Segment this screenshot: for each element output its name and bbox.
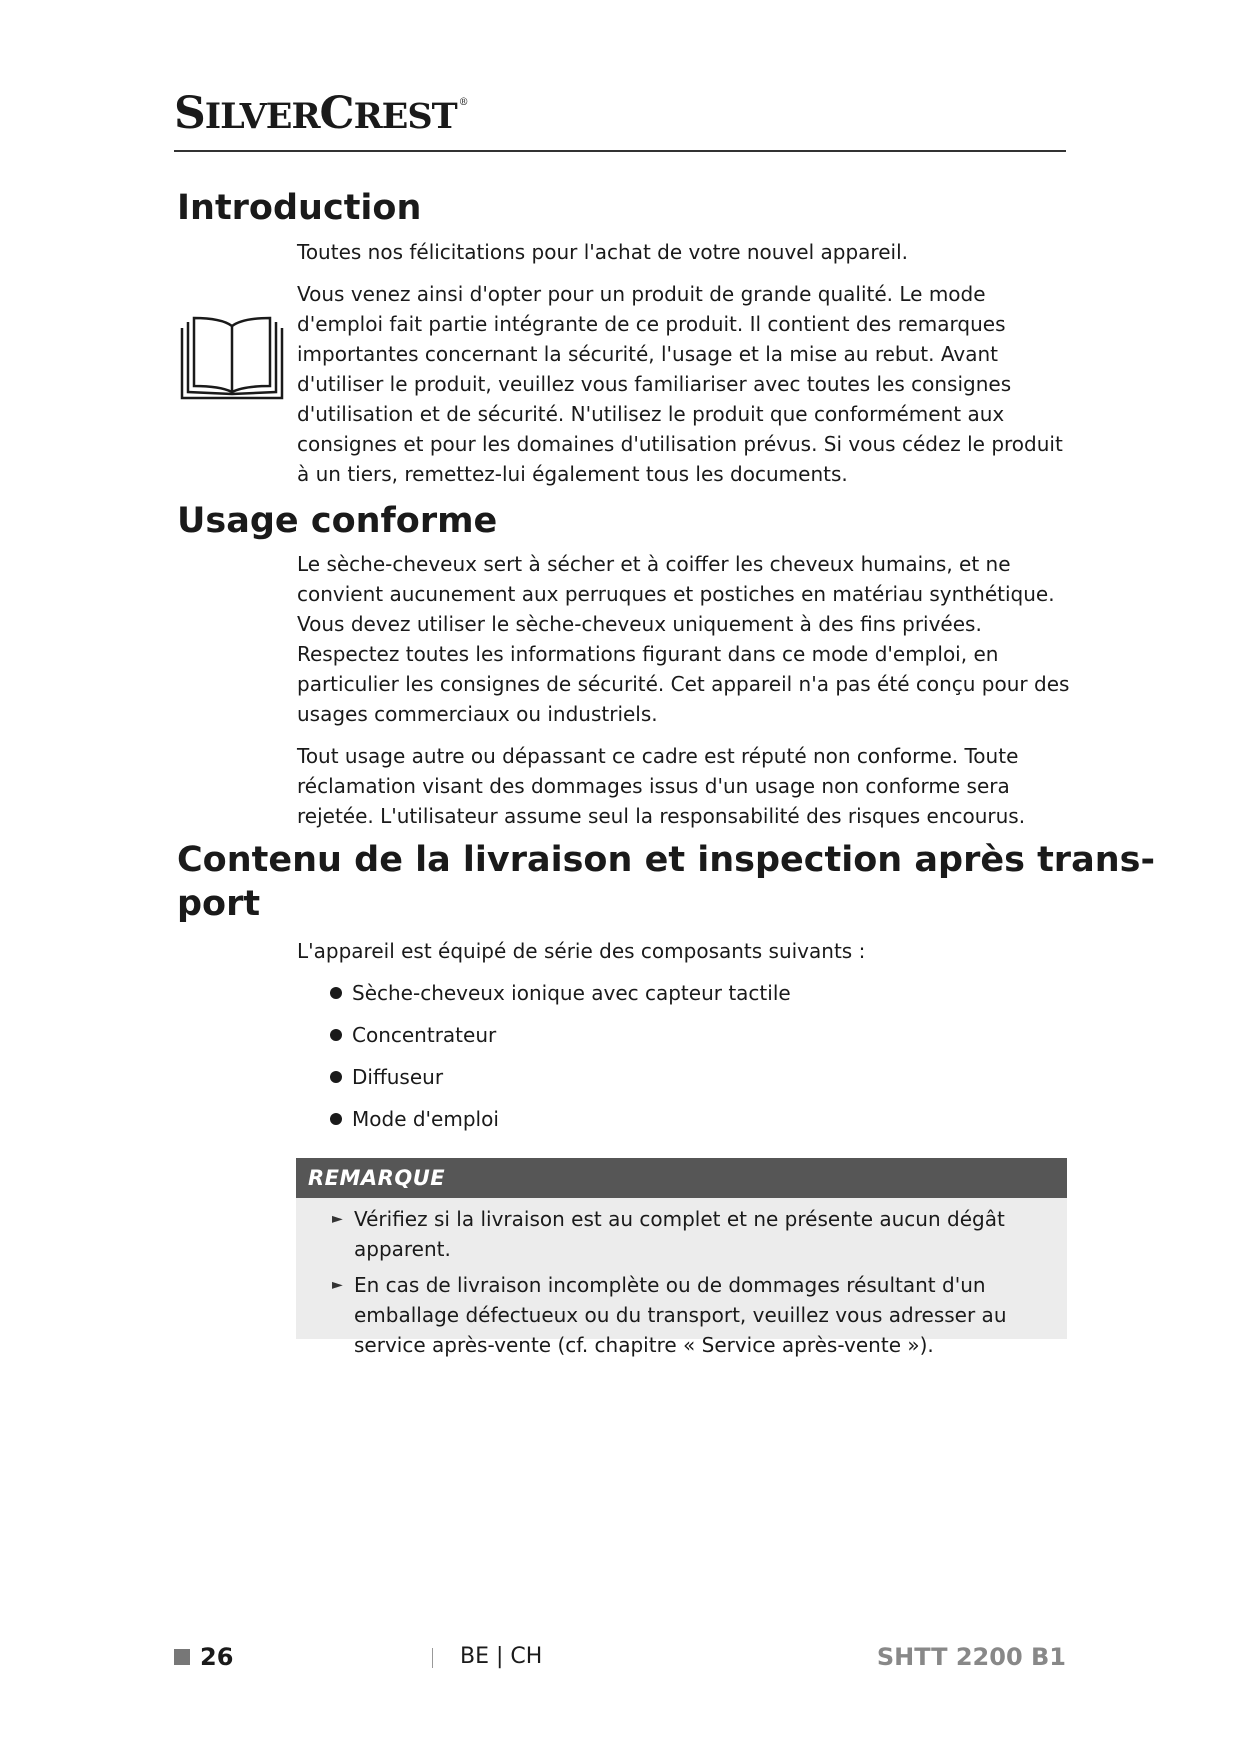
section-title-delivery bbox=[177, 838, 1155, 926]
section-title-usage: Usage conforme bbox=[177, 501, 498, 541]
list-item: Diffuseur bbox=[330, 1064, 791, 1090]
introduction-body bbox=[297, 237, 1072, 489]
note-item: ► En cas de livraison incomplète ou de dommages résultant d'un emballage défectueux ou du transport, veuillez vous adresser au service après-vente (cf. chapitre « Service après-vente »). bbox=[332, 1270, 1067, 1360]
page-header bbox=[174, 88, 1066, 139]
list-item: Concentrateur bbox=[330, 1022, 791, 1048]
footer-divider bbox=[432, 1648, 433, 1668]
bullet-icon bbox=[330, 1071, 342, 1083]
bullet-icon bbox=[330, 1029, 342, 1041]
note-box bbox=[296, 1158, 1067, 1357]
usage-paragraph-1: Le sèche-cheveux sert à sécher et à coiffer les cheveux humains, et ne convient aucunement aux perruques et postiches en matériau synthétique. Vous devez utiliser le sèche-cheveux uniquement à des fins privées. Respectez toutes les informations figurant dans ce mode d'emploi, en particulier les consignes de sécurité. Cet appareil n'a pas été conçu pour des usages commerciaux ou industriels. bbox=[297, 552, 1070, 726]
delivery-title-line-2: port bbox=[177, 884, 261, 924]
square-marker-icon bbox=[174, 1649, 190, 1665]
list-item: Sèche-cheveux ionique avec capteur tactile bbox=[330, 980, 791, 1006]
header-rule bbox=[174, 150, 1066, 152]
section-title-introduction: Introduction bbox=[177, 188, 422, 228]
note-body bbox=[296, 1198, 1067, 1360]
usage-paragraph-2: Tout usage autre ou dépassant ce cadre est réputé non conforme. Toute réclamation visant des dommages issus d'un usage non conforme sera rejetée. L'utilisateur assume seul la responsabilité des risques encourus. bbox=[297, 744, 1026, 828]
intro-paragraph-2: Vous venez ainsi d'opter pour un produit de grande qualité. Le mode d'emploi fait partie intégrante de ce produit. Il contient des remarques importantes concernant la sécurité, l'usage et la mise au rebut. Avant d'utiliser le produit, veuillez vous familiariser avec toutes les consignes d'utilisation et de sécurité. N'utilisez le produit que conformément aux consignes et pour les domaines d'utilisation prévus. Si vous cédez le produit à un tiers, remettez-lui également tous les documents. bbox=[297, 282, 1063, 486]
delivery-intro: L'appareil est équipé de série des composants suivants : bbox=[297, 939, 866, 963]
usage-body bbox=[297, 549, 1072, 831]
intro-paragraph-1: Toutes nos félicitations pour l'achat de votre nouvel appareil. bbox=[297, 240, 908, 264]
brand-logo: SILVERCREST ® bbox=[174, 88, 468, 139]
page-number: 26 bbox=[200, 1643, 234, 1671]
bullet-icon bbox=[330, 987, 342, 999]
model-number: SHTT 2200 B1 bbox=[876, 1643, 1066, 1671]
arrow-right-icon: ► bbox=[332, 1277, 343, 1293]
book-icon bbox=[180, 316, 284, 400]
locale-label: BE | CH bbox=[460, 1644, 543, 1669]
bullet-icon bbox=[330, 1113, 342, 1125]
note-label: REMARQUE bbox=[296, 1158, 1067, 1198]
delivery-title-line-1: Contenu de la livraison et inspection après trans- bbox=[177, 840, 1155, 880]
registered-mark: ® bbox=[458, 97, 468, 108]
note-item: ► Vérifiez si la livraison est au complet et ne présente aucun dégât apparent. bbox=[332, 1204, 1067, 1264]
arrow-right-icon: ► bbox=[332, 1211, 343, 1227]
delivery-list bbox=[330, 980, 791, 1148]
page-footer bbox=[174, 1640, 1066, 1674]
list-item: Mode d'emploi bbox=[330, 1106, 791, 1132]
